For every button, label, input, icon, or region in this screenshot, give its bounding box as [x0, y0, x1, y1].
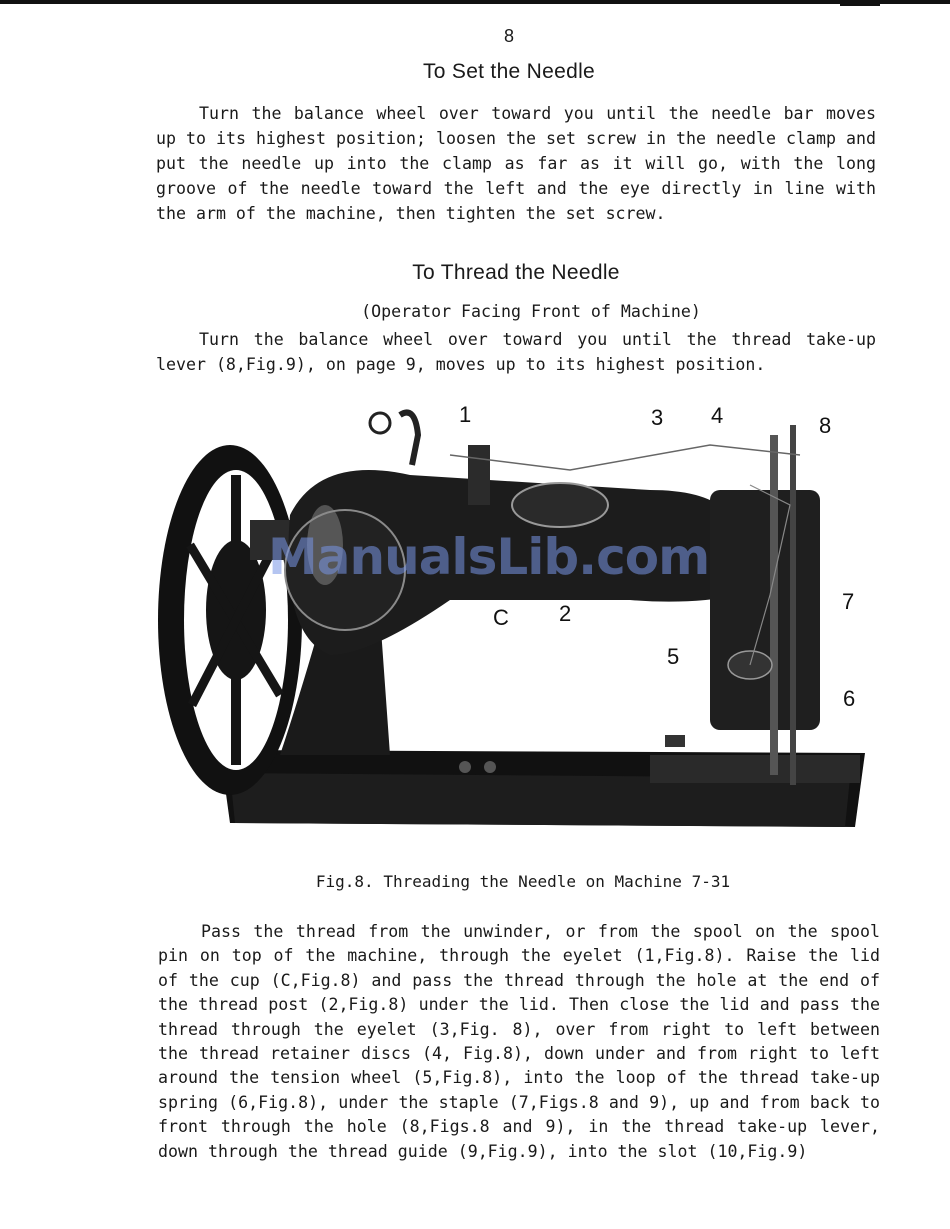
callout-label-1: 1 — [459, 402, 472, 427]
paragraph-threading-steps — [158, 920, 880, 1164]
sewing-machine-illustration — [150, 395, 880, 840]
thread-post — [468, 445, 490, 505]
needle-bar — [770, 435, 778, 775]
callout-label-7: 7 — [842, 589, 855, 614]
thread-cup — [512, 483, 608, 527]
subheading-operator-facing: (Operator Facing Front of Machine) — [361, 302, 701, 321]
scan-top-border — [0, 0, 950, 4]
thread-path — [450, 445, 800, 470]
arm-face-plate — [285, 510, 405, 630]
arm-highlight — [307, 505, 343, 585]
spool — [370, 413, 390, 433]
paragraph-thread-needle-text: Turn the balance wheel over toward you until the thread take-up lever (8,Fig.9), on page 9, moves up to its highest position. — [156, 330, 876, 374]
thread-stand — [400, 413, 418, 466]
scan-top-mark — [840, 0, 880, 6]
heading-thread-needle: To Thread the Needle — [412, 261, 620, 284]
callout-label-4: 4 — [711, 403, 724, 428]
callout-label-2: 2 — [559, 601, 572, 626]
base-knob — [665, 735, 685, 747]
paragraph-set-needle-text: Turn the balance wheel over toward you until the needle bar moves up to its highest position; loosen the set screw in the needle clamp and put the needle up into the clamp as far as it will go, with the long groove of the needle toward the left and the eye directly in line with the arm of the machine, then tighten the set screw. — [156, 104, 876, 223]
figure-caption: Fig.8. Threading the Needle on Machine 7-31 — [315, 872, 731, 891]
page-number: 8 — [503, 26, 514, 46]
paragraph-threading-steps-text: Pass the thread from the unwinder, or from the spool on the spool pin on top of the machine, through the eyelet (1,Fig.8). Raise the lid of the cup (C,Fig.8) and pass the thread through the hole at the end of the thread post (2,Fig.8) under the lid. Then close the lid and pass the thread through the eyelet (3,Fig. 8), over from right to left between the thread retainer discs (4, Fig.8), down under and from right to left around the tension wheel (5,Fig.8), into the loop of the thread take-up spring (6,Fig.8), under the staple (7,Figs.8 and 9), up and from back to front through the hole (8,Figs.8 and 9), in the thread take-up lever, down through the thread guide (9,Fig.9), into the slot (10,Fig.9) — [158, 922, 880, 1161]
base-bed-plate — [650, 755, 860, 783]
figure-sewing-machine — [150, 395, 880, 840]
paragraph-set-needle — [156, 101, 876, 226]
presser-bar — [790, 425, 796, 785]
callout-label-8: 8 — [819, 413, 832, 438]
base-screw — [484, 761, 496, 773]
callout-label-c: C — [493, 605, 509, 630]
paragraph-thread-needle — [156, 327, 876, 377]
heading-set-needle: To Set the Needle — [422, 60, 596, 83]
callout-label-3: 3 — [651, 405, 664, 430]
base-screw — [459, 761, 471, 773]
callout-label-5: 5 — [667, 644, 680, 669]
callout-label-6: 6 — [843, 686, 856, 711]
machine-head — [710, 490, 820, 730]
manualslib-watermark: ManualsLib.com — [268, 528, 710, 586]
